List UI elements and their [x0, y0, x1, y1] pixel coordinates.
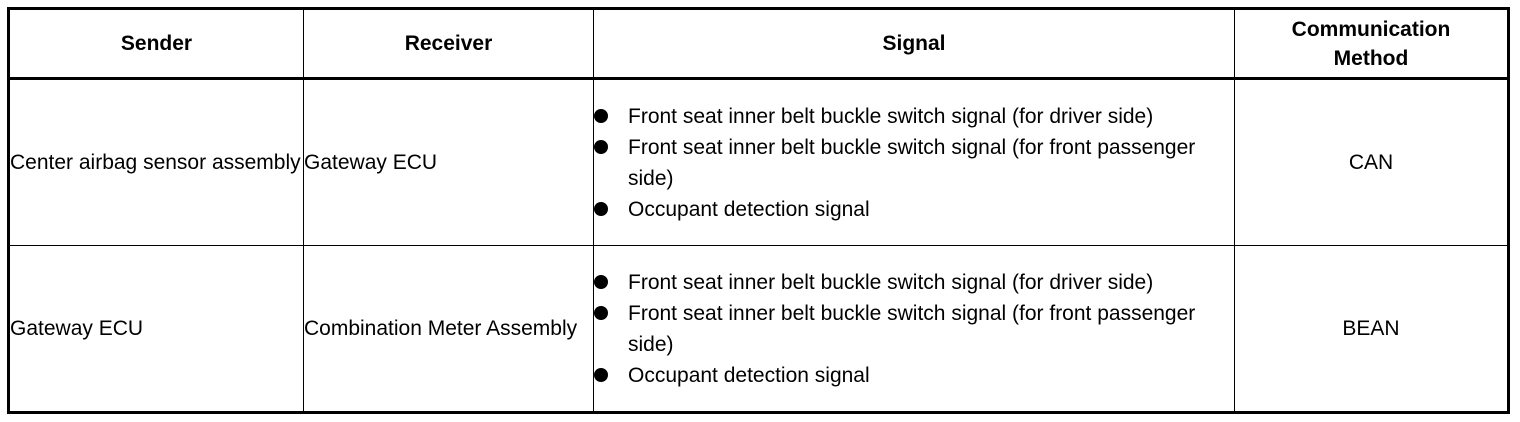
sender-cell: Center airbag sensor assembly — [9, 79, 304, 246]
signal-item — [594, 194, 1234, 225]
method-cell: CAN — [1235, 79, 1509, 246]
signal-item — [594, 267, 1234, 298]
table-row — [9, 79, 1509, 246]
bullet-icon — [594, 368, 608, 382]
header-receiver: Receiver — [304, 9, 594, 79]
communication-table — [7, 7, 1510, 414]
bullet-icon — [594, 275, 608, 289]
table-row — [9, 246, 1509, 413]
bullet-icon — [594, 109, 608, 123]
header-method-line2: Method — [1333, 46, 1409, 70]
signal-item — [594, 132, 1234, 194]
signal-text: Occupant detection signal — [628, 363, 870, 387]
bullet-icon — [594, 140, 608, 154]
signal-text: Occupant detection signal — [628, 197, 870, 221]
signal-item — [594, 360, 1234, 391]
signal-list — [594, 101, 1234, 225]
signal-text: Front seat inner belt buckle switch signal (for front passenger side) — [628, 135, 1196, 190]
header-sender: Sender — [9, 9, 304, 79]
signal-cell — [594, 79, 1235, 246]
signal-cell — [594, 246, 1235, 413]
receiver-cell: Combination Meter Assembly — [304, 246, 594, 413]
bullet-icon — [594, 306, 608, 320]
signal-item — [594, 298, 1234, 360]
signal-text: Front seat inner belt buckle switch signal (for front passenger side) — [628, 301, 1196, 356]
signal-item — [594, 101, 1234, 132]
signal-text: Front seat inner belt buckle switch signal (for driver side) — [628, 104, 1154, 128]
bullet-icon — [594, 202, 608, 216]
signal-list — [594, 267, 1234, 391]
header-communication-method — [1235, 9, 1509, 79]
sender-cell: Gateway ECU — [9, 246, 304, 413]
header-signal: Signal — [594, 9, 1235, 79]
header-method-line1: Communication — [1291, 17, 1451, 41]
method-cell: BEAN — [1235, 246, 1509, 413]
receiver-cell: Gateway ECU — [304, 79, 594, 246]
header-row — [9, 9, 1509, 79]
signal-text: Front seat inner belt buckle switch signal (for driver side) — [628, 270, 1154, 294]
